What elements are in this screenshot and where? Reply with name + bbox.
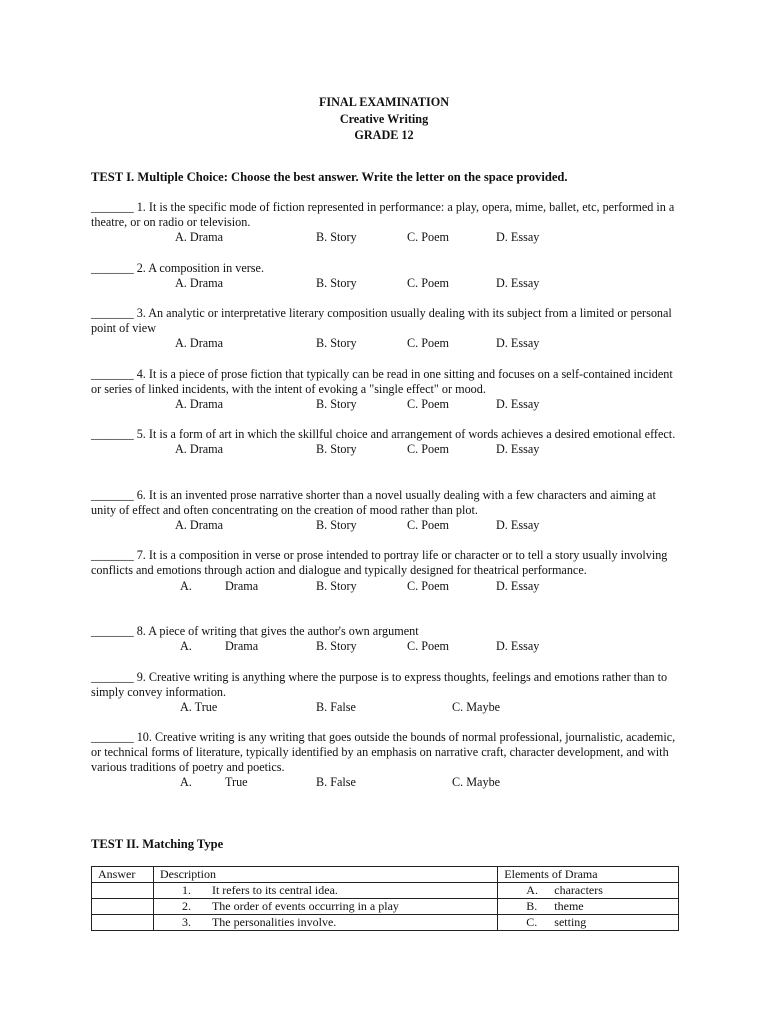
question-4: [91, 367, 683, 412]
option-a-text: Drama: [225, 579, 259, 593]
column-header-description: Description: [153, 867, 497, 883]
description-cell: [153, 883, 497, 899]
answer-cell[interactable]: [92, 899, 154, 915]
option-c: C. Poem: [407, 518, 449, 532]
option-b: B. Story: [316, 230, 357, 244]
question-stem: _______ 7. It is a composition in verse or prose intended to portray life or character or to tell a story usually involving conflicts and emotions through action and dialogue and typically designed for theatrical performance.: [91, 548, 668, 577]
answer-cell[interactable]: [92, 915, 154, 931]
question-stem: _______ 6. It is an invented prose narrative shorter than a novel usually dealing with a few characters and aiming at unity of effect and often concentrating on the creation of mood rather than plot.: [91, 488, 656, 517]
element-letter: B.: [526, 899, 538, 913]
question-6: [91, 488, 683, 533]
options-row: [91, 639, 683, 654]
option-d: D. Essay: [496, 442, 540, 456]
answer-cell[interactable]: [92, 883, 154, 899]
option-b: B. Story: [316, 397, 357, 411]
column-header-elements: Elements of Drama: [498, 867, 679, 883]
description-cell: [153, 899, 497, 915]
option-a: A. Drama: [175, 397, 224, 411]
option-b: B. Story: [316, 639, 357, 653]
exam-grade: GRADE 12: [354, 128, 414, 142]
question-stem: _______ 4. It is a piece of prose fiction that typically can be read in one sitting and focuses on a self-contained incident or series of linked incidents, with the intent of evoking a "single effect" or mood.: [91, 367, 673, 396]
option-c: C. Poem: [407, 579, 449, 593]
test1-title: TEST I. Multiple Choice: Choose the best answer. Write the letter on the space provided.: [91, 170, 568, 184]
description-text: It refers to its central idea.: [211, 883, 338, 897]
option-a: A. Drama: [175, 336, 224, 350]
question-9: [91, 670, 683, 715]
element-cell: [498, 915, 679, 931]
element-letter: A.: [526, 883, 538, 897]
option-b: B. False: [316, 775, 356, 789]
option-c: C. Maybe: [452, 775, 501, 789]
table-header-row: [92, 867, 679, 883]
table-row: [92, 883, 679, 899]
option-d: D. Essay: [496, 518, 540, 532]
option-a-text: Drama: [225, 639, 259, 653]
options-row: [91, 397, 683, 412]
question-2: [91, 261, 683, 291]
options-row: [91, 336, 683, 351]
description-cell: [153, 915, 497, 931]
question-8: [91, 624, 683, 654]
column-header-answer: Answer: [92, 867, 154, 883]
option-c: C. Poem: [407, 397, 449, 411]
question-stem: _______ 9. Creative writing is anything where the purpose is to express thoughts, feelings and emotions rather than to simply convey information.: [91, 670, 668, 699]
option-a: A. Drama: [175, 230, 224, 244]
option-b: B. Story: [316, 442, 357, 456]
option-a: A.: [180, 579, 192, 593]
option-d: D. Essay: [496, 336, 540, 350]
description-text: The order of events occurring in a play: [211, 899, 399, 913]
test2-title: TEST II. Matching Type: [91, 837, 224, 851]
option-c: C. Poem: [407, 639, 449, 653]
option-b: B. Story: [316, 336, 357, 350]
options-row: [91, 579, 683, 594]
question-7: [91, 548, 683, 594]
option-a: A.: [180, 639, 192, 653]
element-text: setting: [554, 915, 587, 929]
option-d: D. Essay: [496, 276, 540, 290]
option-a: A. Drama: [175, 276, 224, 290]
element-cell: [498, 899, 679, 915]
option-b: B. Story: [316, 518, 357, 532]
option-d: D. Essay: [496, 397, 540, 411]
question-stem: _______ 10. Creative writing is any writing that goes outside the bounds of normal professional, journalistic, academic, or technical forms of literature, typically identified by an emphasis on narrative craft, character development, and with various traditions of poetry and poetics.: [91, 730, 676, 774]
option-d: D. Essay: [496, 230, 540, 244]
options-row: [91, 230, 683, 245]
option-c: C. Poem: [407, 442, 449, 456]
option-a: A. Drama: [175, 518, 224, 532]
option-d: D. Essay: [496, 639, 540, 653]
question-1: [91, 200, 683, 245]
exam-header: [0, 94, 768, 144]
exam-title: FINAL EXAMINATION: [318, 95, 450, 109]
option-c: C. Poem: [407, 276, 449, 290]
options-row: [91, 276, 683, 291]
element-cell: [498, 883, 679, 899]
option-b: B. Story: [316, 276, 357, 290]
matching-table: [91, 866, 679, 931]
option-c: C. Maybe: [452, 700, 501, 714]
exam-subject: Creative Writing: [339, 111, 429, 126]
question-stem: _______ 5. It is a form of art in which the skillful choice and arrangement of words achieves a desired emotional effect.: [91, 427, 676, 441]
element-text: theme: [554, 899, 584, 913]
options-row: [91, 442, 683, 457]
option-a: A. True: [180, 700, 218, 714]
options-row: [91, 775, 683, 790]
item-number: 3.: [181, 915, 191, 929]
option-c: C. Poem: [407, 230, 449, 244]
table-row: [92, 899, 679, 915]
question-stem: _______ 8. A piece of writing that gives the author's own argument: [91, 624, 419, 638]
question-5: [91, 427, 683, 457]
options-row: [91, 700, 683, 715]
item-number: 2.: [181, 899, 191, 913]
question-stem: _______ 2. A composition in verse.: [91, 261, 264, 275]
element-letter: C.: [526, 915, 538, 929]
option-a: A.: [180, 775, 192, 789]
question-stem: _______ 3. An analytic or interpretative literary composition usually dealing with its subject from a limited or personal point of view: [91, 306, 672, 335]
option-c: C. Poem: [407, 336, 449, 350]
question-stem: _______ 1. It is the specific mode of fiction represented in performance: a play, opera, mime, ballet, etc, performed in a theatre, or on radio or television.: [91, 200, 675, 229]
description-text: The personalities involve.: [211, 915, 337, 929]
question-3: [91, 306, 683, 351]
option-b: B. False: [316, 700, 356, 714]
options-row: [91, 518, 683, 533]
option-d: D. Essay: [496, 579, 540, 593]
table-row: [92, 915, 679, 931]
option-b: B. Story: [316, 579, 357, 593]
option-a-text: True: [225, 775, 248, 789]
question-10: [91, 730, 683, 790]
element-text: characters: [554, 883, 603, 897]
option-a: A. Drama: [175, 442, 224, 456]
item-number: 1.: [181, 883, 191, 897]
